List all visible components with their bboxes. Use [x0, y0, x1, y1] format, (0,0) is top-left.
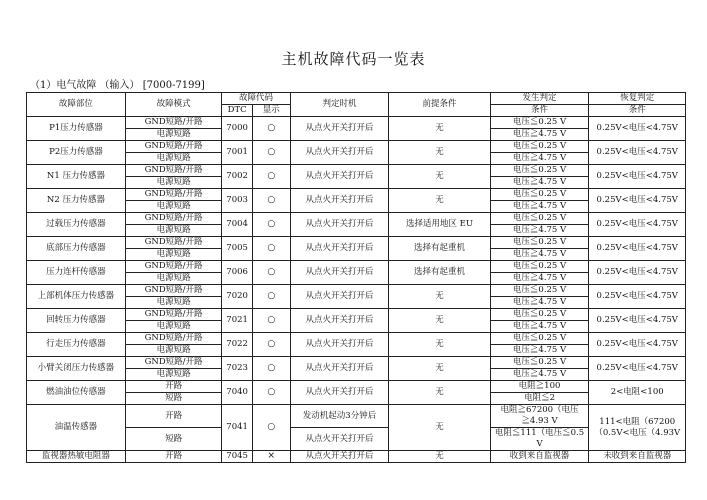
- display-cell: ×: [252, 451, 290, 463]
- recover-cell: 未收到来自监视器: [589, 451, 686, 463]
- timing-cell: 从点火开关打开后: [290, 285, 389, 309]
- occur-cell: 收到来自监视器: [490, 451, 589, 463]
- mode-cell: GND短路/开路: [125, 213, 221, 225]
- header-recover: 恢复判定: [589, 93, 686, 105]
- timing-cell: 从点火开关打开后: [290, 381, 389, 405]
- mode-cell: 电源短路: [125, 297, 221, 309]
- mode-cell: 短路: [125, 393, 221, 405]
- table-row: [27, 141, 686, 153]
- part-cell: 底部压力传感器: [27, 237, 126, 261]
- mode-cell: 电源短路: [125, 177, 221, 189]
- timing-cell: 从点火开关打开后: [290, 213, 389, 237]
- dtc-cell: 7001: [222, 141, 253, 165]
- timing-cell: 从点火开关打开后: [290, 165, 389, 189]
- dtc-cell: 7006: [222, 261, 253, 285]
- timing-cell: 从点火开关打开后: [290, 237, 389, 261]
- mode-cell: 电源短路: [125, 225, 221, 237]
- occur-cell: 电压≧4.75 V: [490, 177, 589, 189]
- timing-cell: 从点火开关打开后: [290, 357, 389, 381]
- recover-cell: 111<电阻（67200（0.5V<电压（4.93V: [589, 405, 686, 451]
- timing-cell: 从点火开关打开后: [290, 451, 389, 463]
- mode-cell: GND短路/开路: [125, 141, 221, 153]
- mode-cell: 电源短路: [125, 201, 221, 213]
- dtc-cell: 7045: [222, 451, 253, 463]
- precondition-cell: 无: [389, 309, 490, 333]
- mode-cell: GND短路/开路: [125, 285, 221, 297]
- precondition-cell: 无: [389, 189, 490, 213]
- header-recover-cond: 条件: [589, 105, 686, 117]
- mode-cell: GND短路/开路: [125, 261, 221, 273]
- timing-cell: 从点火开关打开后: [290, 141, 389, 165]
- table-row: [27, 117, 686, 129]
- header-part: 故障部位: [27, 93, 126, 117]
- recover-cell: 0.25V<电压<4.75V: [589, 213, 686, 237]
- recover-cell: 0.25V<电压<4.75V: [589, 261, 686, 285]
- recover-cell: 0.25V<电压<4.75V: [589, 141, 686, 165]
- display-cell: ○: [252, 261, 290, 285]
- part-cell: N2 压力传感器: [27, 189, 126, 213]
- display-cell: ○: [252, 213, 290, 237]
- part-cell: P1压力传感器: [27, 117, 126, 141]
- mode-cell: 电源短路: [125, 369, 221, 381]
- occur-cell: 电压≦0.25 V: [490, 285, 589, 297]
- timing-cell: 从点火开关打开后: [290, 333, 389, 357]
- display-cell: ○: [252, 381, 290, 405]
- table-row: [27, 165, 686, 177]
- precondition-cell: 无: [389, 333, 490, 357]
- occur-cell: 电阻≧100: [490, 381, 589, 393]
- recover-cell: 0.25V<电压<4.75V: [589, 237, 686, 261]
- recover-cell: 0.25V<电压<4.75V: [589, 117, 686, 141]
- occur-cell: 电压≦0.25 V: [490, 333, 589, 345]
- mode-cell: GND短路/开路: [125, 237, 221, 249]
- part-cell: 监视器热敏电阻器: [27, 451, 126, 463]
- occur-cell: 电压≦0.25 V: [490, 237, 589, 249]
- part-cell: N1 压力传感器: [27, 165, 126, 189]
- occur-cell: 电压≦0.25 V: [490, 213, 589, 225]
- mode-cell: GND短路/开路: [125, 165, 221, 177]
- recover-cell: 2<电阻<100: [589, 381, 686, 405]
- part-cell: 行走压力传感器: [27, 333, 126, 357]
- recover-cell: 0.25V<电压<4.75V: [589, 165, 686, 189]
- part-cell: 压力连杆传感器: [27, 261, 126, 285]
- table-row: [27, 405, 686, 428]
- mode-cell: 电源短路: [125, 345, 221, 357]
- header-code: 故障代码: [222, 93, 290, 105]
- header-dtc: DTC: [222, 105, 253, 117]
- occur-cell: 电压≦0.25 V: [490, 165, 589, 177]
- recover-cell: 0.25V<电压<4.75V: [589, 333, 686, 357]
- display-cell: ○: [252, 333, 290, 357]
- mode-cell: 电源短路: [125, 249, 221, 261]
- precondition-cell: 无: [389, 285, 490, 309]
- occur-cell: 电压≧4.75 V: [490, 201, 589, 213]
- mode-cell: 电源短路: [125, 321, 221, 333]
- part-cell: P2压力传感器: [27, 141, 126, 165]
- occur-cell: 电阻≦111（电压≦0.5 V: [490, 428, 589, 451]
- occur-cell: 电压≧4.75 V: [490, 225, 589, 237]
- mode-cell: GND短路/开路: [125, 357, 221, 369]
- precondition-cell: 选择有起重机: [389, 261, 490, 285]
- mode-cell: GND短路/开路: [125, 117, 221, 129]
- table-body: [27, 117, 686, 463]
- mode-cell: GND短路/开路: [125, 333, 221, 345]
- display-cell: ○: [252, 309, 290, 333]
- recover-cell: 0.25V<电压<4.75V: [589, 309, 686, 333]
- table-row: [27, 285, 686, 297]
- dtc-cell: 7020: [222, 285, 253, 309]
- occur-cell: 电压≦0.25 V: [490, 357, 589, 369]
- table-row: [27, 333, 686, 345]
- dtc-cell: 7002: [222, 165, 253, 189]
- occur-cell: 电压≧4.75 V: [490, 273, 589, 285]
- recover-cell: 0.25V<电压<4.75V: [589, 357, 686, 381]
- mode-cell: 电源短路: [125, 153, 221, 165]
- part-cell: 过载压力传感器: [27, 213, 126, 237]
- part-cell: 上部机体压力传感器: [27, 285, 126, 309]
- display-cell: ○: [252, 285, 290, 309]
- dtc-cell: 7041: [222, 405, 253, 451]
- mode-cell: 短路: [125, 428, 221, 451]
- precondition-cell: 无: [389, 451, 490, 463]
- dtc-cell: 7021: [222, 309, 253, 333]
- part-cell: 油温传感器: [27, 405, 126, 451]
- mode-cell: 开路: [125, 451, 221, 463]
- timing-cell: 从点火开关打开后: [290, 428, 389, 451]
- table-row: [27, 357, 686, 369]
- occur-cell: 电压≦0.25 V: [490, 141, 589, 153]
- table-row: [27, 381, 686, 393]
- timing-cell: 从点火开关打开后: [290, 309, 389, 333]
- timing-cell: 从点火开关打开后: [290, 189, 389, 213]
- table-row: [27, 428, 686, 451]
- occur-cell: 电压≦0.25 V: [490, 117, 589, 129]
- dtc-cell: 7023: [222, 357, 253, 381]
- occur-cell: 电压≧4.75 V: [490, 369, 589, 381]
- dtc-cell: 7022: [222, 333, 253, 357]
- mode-cell: 开路: [125, 405, 221, 428]
- mode-cell: GND短路/开路: [125, 189, 221, 201]
- display-cell: ○: [252, 357, 290, 381]
- part-cell: 燃油油位传感器: [27, 381, 126, 405]
- precondition-cell: 无: [389, 117, 490, 141]
- table-row: [27, 261, 686, 273]
- occur-cell: 电阻≦2: [490, 393, 589, 405]
- occur-cell: 电阻≧67200（电压≧4.93 V: [490, 405, 589, 428]
- dtc-cell: 7000: [222, 117, 253, 141]
- timing-cell: 发动机起动3分钟后: [290, 405, 389, 428]
- mode-cell: 开路: [125, 381, 221, 393]
- table-row: [27, 213, 686, 225]
- display-cell: ○: [252, 405, 290, 451]
- header-display: 显示: [252, 105, 290, 117]
- dtc-cell: 7005: [222, 237, 253, 261]
- precondition-cell: 无: [389, 165, 490, 189]
- recover-cell: 0.25V<电压<4.75V: [589, 189, 686, 213]
- timing-cell: 从点火开关打开后: [290, 117, 389, 141]
- header-mode: 故障模式: [125, 93, 221, 117]
- section-subtitle: （1）电气故障 （输入） [7000-7199]: [30, 80, 205, 91]
- precondition-cell: 无: [389, 405, 490, 451]
- occur-cell: 电压≧4.75 V: [490, 129, 589, 141]
- part-cell: 回转压力传感器: [27, 309, 126, 333]
- precondition-cell: 选择适用地区 EU: [389, 213, 490, 237]
- page-title: 主机故障代码一览表: [281, 50, 426, 68]
- mode-cell: 电源短路: [125, 129, 221, 141]
- display-cell: ○: [252, 141, 290, 165]
- display-cell: ○: [252, 237, 290, 261]
- timing-cell: 从点火开关打开后: [290, 261, 389, 285]
- occur-cell: 电压≧4.75 V: [490, 153, 589, 165]
- table-row: [27, 189, 686, 201]
- precondition-cell: 无: [389, 357, 490, 381]
- occur-cell: 电压≧4.75 V: [490, 321, 589, 333]
- display-cell: ○: [252, 117, 290, 141]
- occur-cell: 电压≦0.25 V: [490, 261, 589, 273]
- precondition-cell: 无: [389, 141, 490, 165]
- recover-cell: 0.25V<电压<4.75V: [589, 285, 686, 309]
- fault-code-table: [26, 92, 686, 463]
- header-occur: 发生判定: [490, 93, 589, 105]
- precondition-cell: 选择有起重机: [389, 237, 490, 261]
- occur-cell: 电压≧4.75 V: [490, 345, 589, 357]
- mode-cell: 电源短路: [125, 273, 221, 285]
- occur-cell: 电压≧4.75 V: [490, 249, 589, 261]
- header-precondition: 前提条件: [389, 93, 490, 117]
- dtc-cell: 7040: [222, 381, 253, 405]
- table-row: [27, 309, 686, 321]
- mode-cell: GND短路/开路: [125, 309, 221, 321]
- dtc-cell: 7003: [222, 189, 253, 213]
- dtc-cell: 7004: [222, 213, 253, 237]
- header-occur-cond: 条件: [490, 105, 589, 117]
- display-cell: ○: [252, 189, 290, 213]
- occur-cell: 电压≦0.25 V: [490, 309, 589, 321]
- occur-cell: 电压≧4.75 V: [490, 297, 589, 309]
- occur-cell: 电压≦0.25 V: [490, 189, 589, 201]
- table-row: [27, 451, 686, 463]
- display-cell: ○: [252, 165, 290, 189]
- header-timing: 判定时机: [290, 93, 389, 117]
- part-cell: 小臂关闭压力传感器: [27, 357, 126, 381]
- table-row: [27, 237, 686, 249]
- precondition-cell: 无: [389, 381, 490, 405]
